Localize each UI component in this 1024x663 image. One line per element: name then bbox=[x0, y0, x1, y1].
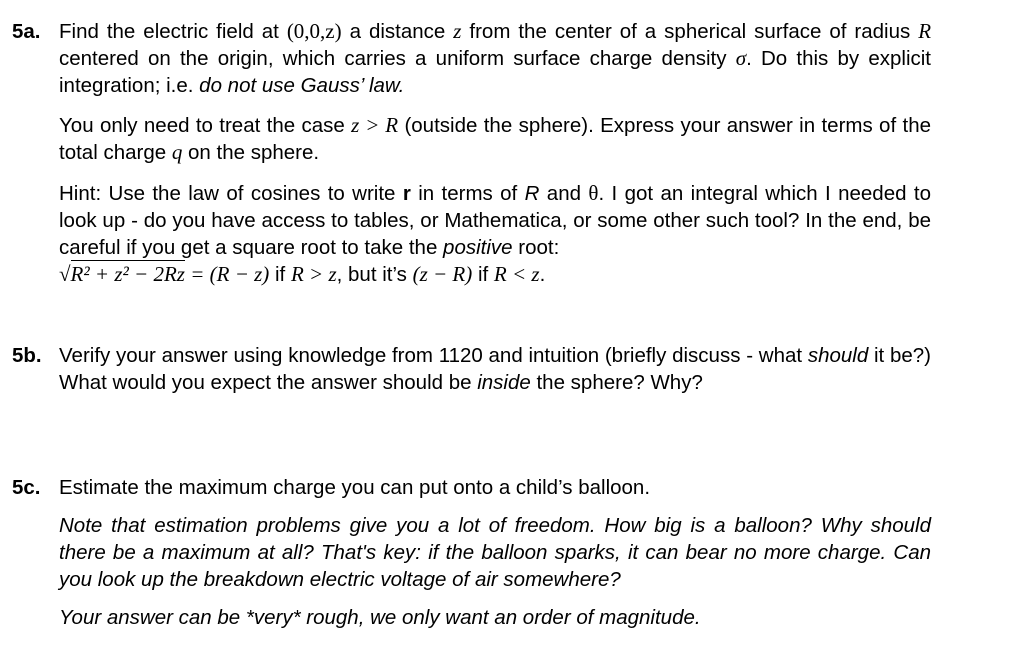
problem-5c-estimation-note: Note that estimation problems give you a lot of freedom. How big is a balloon? Why should there be a maximum at all? That's key: if the balloon sparks, it can bear no more charge. Can you look up the breakdown electric voltage of air somewhere? bbox=[59, 514, 931, 591]
problem-5a-statement: Find the electric field at (0,0,z) a distance z from the center of a spherical surface of radius R centered on the origin, which carries a uniform surface charge density σ. Do this by explicit integration; i.e. do not use Gauss’ law. bbox=[59, 19, 932, 97]
square-root-expression: √R² + z² − 2Rz bbox=[59, 262, 185, 286]
problem-5c-rough-answer-note: Your answer can be *very* rough, we only want an order of magnitude. bbox=[59, 606, 701, 629]
problem-5b-statement: Verify your answer using knowledge from 1120 and intuition (briefly discuss - what should it be?) What would you expect the answer should be inside the sphere? Why? bbox=[59, 344, 931, 394]
problem-5b-label: 5b. bbox=[12, 344, 42, 367]
problem-5a-hint: Hint: Use the law of cosines to write r in terms of R and θ. I got an integral which I needed to look up - do you have access to tables, or Mathematica, or some other such tool? In the end, be careful if you get a square root to take the positive root: √R² + z² − 2Rz = (R − z) if R > z, but it’s (z − R) if R < z. bbox=[59, 181, 931, 286]
problem-5c-statement: Estimate the maximum charge you can put onto a child’s balloon. bbox=[59, 476, 651, 499]
problem-5a-label: 5a. bbox=[12, 20, 41, 43]
problem-5a-case-note: You only need to treat the case z > R (outside the sphere). Express your answer in terms of the total charge q on the sphere. bbox=[59, 113, 932, 164]
problem-5c-label: 5c. bbox=[12, 476, 41, 499]
